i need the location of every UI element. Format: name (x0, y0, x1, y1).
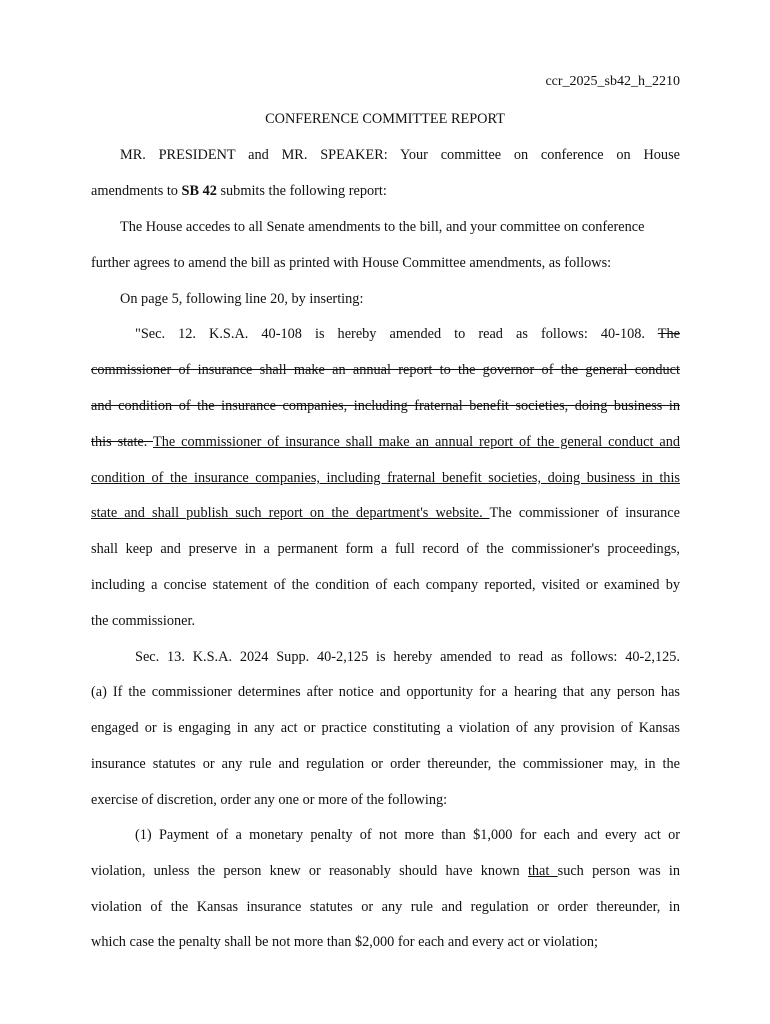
struck-text: this state. (91, 434, 153, 450)
section-12-line: commissioner of insurance shall make an annual report to the governor of the general conduct (91, 362, 680, 378)
bill-number: SB 42 (181, 183, 217, 199)
struck-text: The (657, 326, 680, 342)
text-run: "Sec. 12. K.S.A. 40-108 is hereby amended to read as follows: 40-108. (135, 326, 658, 342)
text-run: such person was in (557, 863, 681, 879)
list-item-line: violation of the Kansas insurance statutes or any rule and regulation or order thereunder, in (91, 899, 680, 915)
text-run: insurance statutes or any rule and regulation or order thereunder, the commissioner may (91, 756, 634, 772)
text-run: violation, unless the person knew or reasonably should have known (91, 863, 528, 879)
section-12-line: including a concise statement of the condition of each company reported, visited or examined by (91, 577, 680, 593)
inserted-text: that (527, 863, 558, 879)
section-12-line: the commissioner. (91, 613, 196, 629)
section-12-line (135, 325, 680, 343)
inserted-text: , (633, 756, 638, 772)
section-13-line: (a) If the commissioner determines after notice and opportunity for a hearing that any person has (91, 684, 680, 700)
section-12-line (91, 433, 680, 451)
section-13-line: Sec. 13. K.S.A. 2024 Supp. 40-2,125 is hereby amended to read as follows: 40-2,125. (135, 649, 680, 665)
paragraph-line: MR. PRESIDENT and MR. SPEAKER: Your committee on conference on House (120, 147, 680, 163)
paragraph-line: On page 5, following line 20, by inserting: (120, 291, 364, 307)
paragraph-line: further agrees to amend the bill as printed with House Committee amendments, as follows: (91, 255, 612, 271)
list-item-line (91, 862, 680, 880)
text-run: The commissioner of insurance (489, 505, 680, 521)
section-13-line (91, 755, 680, 773)
report-title: CONFERENCE COMMITTEE REPORT (265, 111, 505, 127)
paragraph-line: The House accedes to all Senate amendments to the bill, and your committee on conference (120, 219, 645, 235)
text-run: in the (637, 756, 680, 772)
section-12-line: condition of the insurance companies, including fraternal benefit societies, doing business in this (91, 470, 680, 486)
list-item-line: (1) Payment of a monetary penalty of not more than $1,000 for each and every act or (135, 827, 680, 843)
section-13-line: engaged or is engaging in any act or practice constituting a violation of any provision of Kansas (91, 720, 680, 736)
section-12-line (91, 504, 680, 522)
inserted-text: state and shall publish such report on the department's website. (91, 505, 490, 521)
paragraph-line (91, 182, 680, 200)
text-run: amendments to (91, 183, 182, 199)
section-13-line: exercise of discretion, order any one or more of the following: (91, 792, 448, 808)
document-id: ccr_2025_sb42_h_2210 (545, 74, 680, 89)
section-12-line: shall keep and preserve in a permanent form a full record of the commissioner's proceedings, (91, 541, 680, 557)
section-12-line: and condition of the insurance companies, including fraternal benefit societies, doing business in (91, 398, 680, 414)
text-run: submits the following report: (216, 183, 387, 199)
inserted-text: The commissioner of insurance shall make an annual report of the general conduct and (153, 434, 680, 450)
list-item-line: which case the penalty shall be not more than $2,000 for each and every act or violation; (91, 934, 598, 950)
